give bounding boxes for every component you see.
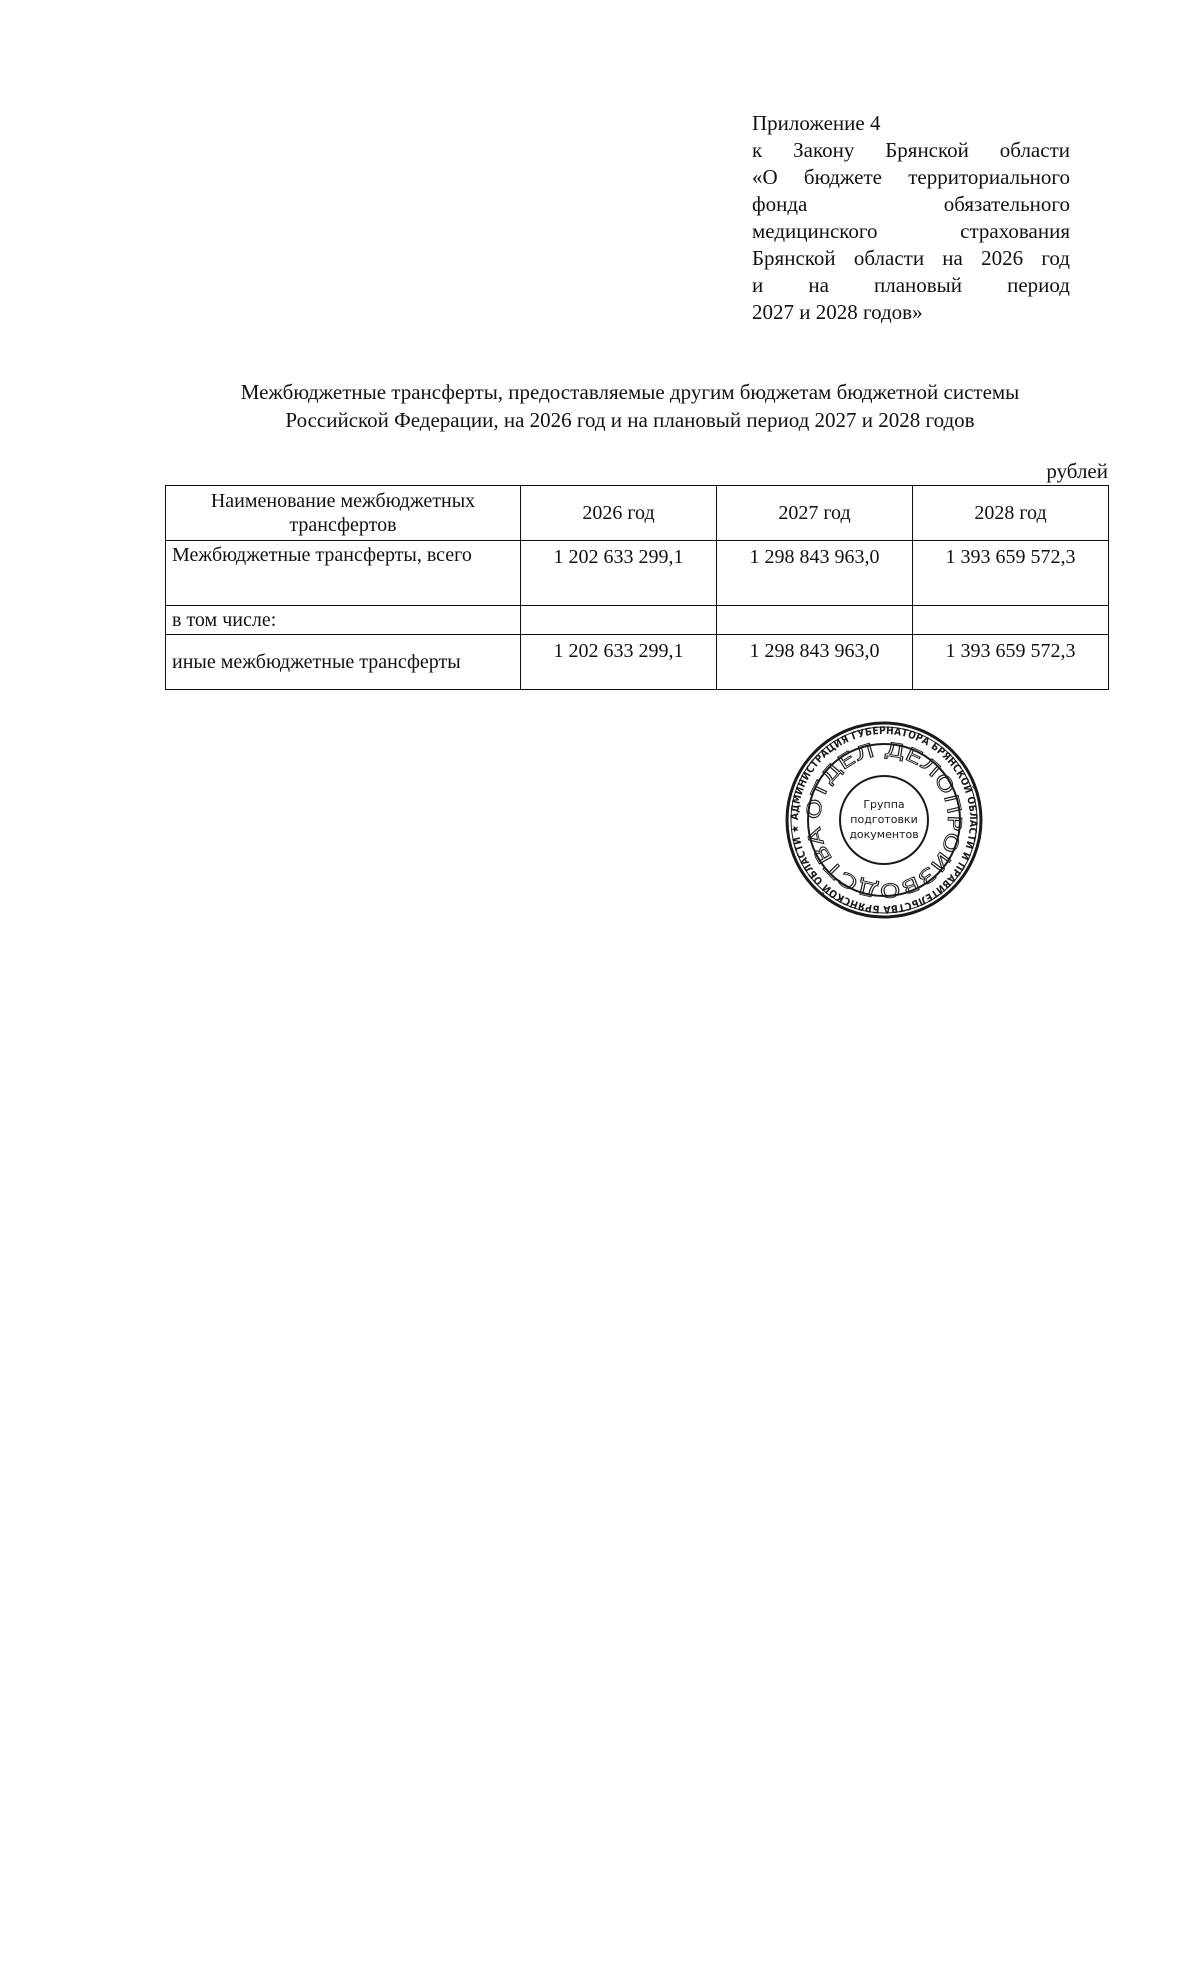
- appendix-line-5: медицинского страхования: [752, 219, 1070, 243]
- row-name: Межбюджетные трансферты, всего: [166, 541, 521, 606]
- value-2028: [913, 606, 1109, 635]
- value-2028: 1 393 659 572,3: [913, 635, 1109, 690]
- appendix-header: [752, 110, 1070, 326]
- appendix-line-2: к Закону Брянской области: [752, 138, 1070, 162]
- stamp-center-line-1: Группа: [863, 798, 905, 811]
- value-2027: [717, 606, 913, 635]
- row-name: в том числе:: [166, 606, 521, 635]
- transfers-table: [165, 485, 1109, 690]
- header-2026: 2026 год: [521, 486, 717, 541]
- table-row: [166, 606, 1109, 635]
- table-row: [166, 541, 1109, 606]
- header-2027: 2027 год: [717, 486, 913, 541]
- value-2026: [521, 606, 717, 635]
- appendix-line-6: Брянской области на 2026 год: [752, 246, 1070, 270]
- stamp-center-line-2: подготовки: [850, 813, 918, 826]
- header-2028: 2028 год: [913, 486, 1109, 541]
- units-label: рублей: [1046, 459, 1108, 483]
- appendix-line-8: 2027 и 2028 годов»: [752, 300, 923, 324]
- value-2028: 1 393 659 572,3: [913, 541, 1109, 606]
- appendix-line-3: «О бюджете территориального: [752, 165, 1070, 189]
- document-title-line-1: Межбюджетные трансферты, предоставляемые другим бюджетам бюджетной системы: [240, 380, 1020, 404]
- table-header-row: [166, 486, 1109, 541]
- appendix-line-7: и на плановый период: [752, 273, 1070, 297]
- header-name: Наименование межбюджетных трансфертов: [166, 486, 521, 541]
- stamp-ring-text: ОТДЕЛ ДЕЛОПРОИЗВОДСТВА: [802, 738, 966, 902]
- table-row: [166, 635, 1109, 690]
- stamp-outer-text: АДМИНИСТРАЦИЯ ГУБЕРНАТОРА БРЯНСКОЙ ОБЛАСТИ И ПРАВИТЕЛЬСТВА БРЯНСКОЙ ОБЛАСТИ ★: [788, 724, 980, 916]
- value-2026: 1 202 633 299,1: [521, 541, 717, 606]
- row-name: иные межбюджетные трансферты: [166, 635, 521, 690]
- stamp-center-line-3: документов: [849, 828, 919, 841]
- document-title: [160, 378, 1100, 434]
- value-2027: 1 298 843 963,0: [717, 635, 913, 690]
- document-title-line-2: Российской Федерации, на 2026 год и на плановый период 2027 и 2028 годов: [285, 408, 975, 432]
- appendix-line-4: фонда обязательного: [752, 192, 1070, 216]
- appendix-line-1: Приложение 4: [752, 111, 881, 135]
- value-2027: 1 298 843 963,0: [717, 541, 913, 606]
- value-2026: 1 202 633 299,1: [521, 635, 717, 690]
- official-stamp: [784, 720, 984, 920]
